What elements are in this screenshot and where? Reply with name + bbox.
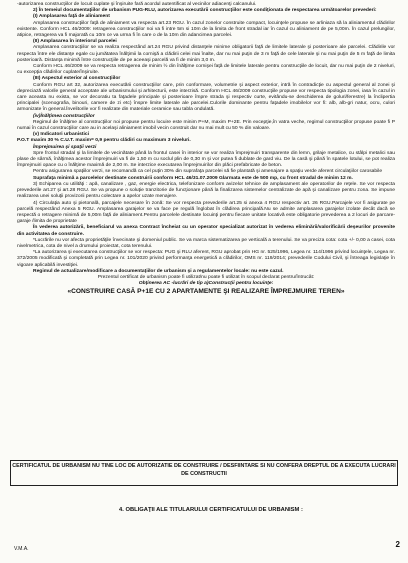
- paragraph: Obţinerea AC -lucrări de tip a)Construcţii pentru locuinţe:: [138, 281, 274, 287]
- paragraph: -autorizarea construcţiilor de locuit cuplate şi înşiruite fară acordul autentificat al vecinilor adiacenţi calcanului.: [17, 2, 257, 7]
- paragraph: 2) În temeiul documentaţiilor de urbanism PUG-RLU, autorizarea executării construcţiilor este condiţionata de respectarea următoarelor prevederi:: [33, 8, 377, 14]
- paragraph: Amplasarea construcţiilor faţă de aliniament va respecta art.23 RGU. În cazul zonelor construite compact, locuinţele propuse se arliniaza să la aliniamentul clădirilor existente. Conform HCL 46/2009: retragerea construcţiilor noi va fi intre 5m si 10m de la limita de front stradal iar în cazul cu aliniament de pe 5,00m. În cazul prelungilor, atipice, retragerea va fi majorată cu 10m ce va urma fi în care o de la 10m din adancimea parcelei.: [17, 20, 395, 39]
- paragraph: (v) Indicatori urbanistici: [33, 132, 89, 138]
- paragraph: Conform HCL 46/2009 se va respecta retragerea de minim ½ din înălţime cornişei faţă de limitele laterale pentru construcţiile de locuit, dar nu mai puţin de 2 niveluri, cu excepţia clădirilor cuplate/înşiruite.: [17, 64, 395, 76]
- document-body: [17, 2, 395, 303]
- notice-box: [10, 460, 398, 486]
- paragraph: Prezentul certificat de urbanism poate fi utilizat/nu poate fi utilizat în scopul declarat pentru/întrucât:: [97, 274, 315, 280]
- paragraph: «CONSTRUIRE CASĂ P+1E CU 2 APARTAMENTE ŞI REALIZARE ÎMPREJMUIRE TEREN»: [67, 288, 345, 296]
- notice-text: CERTIFICATUL DE URBANISM NU TINE LOC DE AUTORIZATIE DE CONSTRUIRE / DESFIINTARE SI NU CONFERA DREPTUL DE A EXECUTA LUCRARI DE CONSTRUCTII: [12, 463, 396, 477]
- section-heading: 4. OBLIGAŢII ALE TITULARULUI CERTIFICATULUI DE URBANISM :: [119, 507, 303, 513]
- paragraph: În vederea autorizării, beneficiarul va anexa Contract încheiat cu un operator specializat autorizat în vederea eliminării/valorificării deşeurilor provenite din activitatea de construire.: [17, 225, 395, 237]
- paragraph: 3) Echiparea cu utilităţi : apă, canalizare , gaz, energie electrica, telefonizare conform avizelor tehnice de amplasament ale operatorilor de reţele. Se vor respecta prevederile art.27 şi art.28 RGU. Se va propune o soluţie tranzitorie de funcţionare până la finalizarea sistemelor centralizate de apă şi canalizare pentru zona. Se impune realizarea unei soluţii provizorii pentru colectare a apelor uzate menajere.: [17, 181, 395, 200]
- paragraph: Suprafaţa minimă a parcelelor destinate construirii conform HCL 46/31.07.2009 Glarmata este de 500 mp, cu front stradal de minim 12 m.: [33, 175, 353, 181]
- paragraph: Conform RGU art 32, autorizarea executării construcţiilor care, prin conformare, volumetrie şi aspect exterior, intră în contradicţie cu aspectul general al zonei şi depreciază valorile general acceptate ale urbanismului şi arhitecturii, este interzisă. Conform HCL 46/2009 construcţiile propuse vor respecta tipologia zonei, iasa în cazul in care aceasta nu exista, se vor decoratiu ta faţadele principale şi posterioare împre strada şi respectiv curte, evitându-se deschiderea de goluri/ferestre) la înclipertia principalei (scenografia, binouri, camere de zi etc) înspre limite laterale ale parcelei.Culorile dominante pentru faţadele imobilelor vor fi: alb, alb-gri natur, ocru, culori armonizate în general.Învelitorile vor fi realizate din materiale ceramice sau tabla ondulată.: [17, 82, 395, 113]
- paragraph: Regimul de înălţime al construcţiilor noi propuse pentru locuire este minim P+M, maxim P+2E. Prin excepţie,în vatra veche, regimul construcţiilor propuse poate fi P numai în cazul construcţiilor care au in acelaşi aliniament imobil vecin construit dar nu mai mult cu 50 % din valoare.: [17, 119, 395, 132]
- paragraph: *La autorizarea şi executarea construcţiilor se vor respecta: PUG şi RLU aferent, RGU aprobat prin HG nr. 525/1996, Legea nr. 114/1996 privind locuinţele, Legea nr. 372/2005 modificată şi completată prin Legea nr. 101/2020 privind performanţa energetică a clădirilor, OMS nr. 119/2014; prevederile Codului Civil, şi întreaga legislaţie în vigoare aplicabilă investiţiei.: [17, 250, 395, 268]
- paragraph: (iv)Înălţimea construcţiilor: [33, 113, 95, 119]
- paragraph: Amplasarea construcţiilor se va realiza respectând art.24 RGU privind distanţele minime obligatorii faţă de limitele laterale şi posterioare ale parcelei. Clădirile vor respecta între ele distanţe egale cu jumătatea înălţimii la cornişă a clădirii celei mai înalte, dar nu mai puţin de 3 m faţă de cele laterale şi nu mai puţin de 5 m faţă de limita posterioară. Distanţa minimă între construcţiile de pe aceeaşi parcelă va fi de minim 3,0 m.: [17, 45, 395, 63]
- paragraph: Pentru asigurarea spaţiilor verzi, se recomandă ca cel puţin 30% din suprafaţa parcelei să fie plantată şi amenajare a spaţiu verde aferent circulaţiilor carosabile: [33, 169, 383, 175]
- paragraph: (III) Aspectul exterior al construcţiilor: [33, 76, 121, 82]
- paragraph: 4) Circulaţia auto şi pietonală, parcajele necesare în zonă: Se vor respecta prevederile art.25 si anexa 4 RGU respectiv art. 26 RGU.Parcajele vor fi asigurate pe parcelă respectând Anexa 5 RGU. Amplasarea garajelor se va face pe regulă înglobat în clădirea principală.Nu se admite amplasarea garajelor izolate decât dacă se respectă o retragere minimă de 5,00m faţă de aliniament.Pentru parcelele destinate locuinţi pentru fiecare unitate locativă este obligatorie prevederea a 2 locuri de parcare-garaje /limita de proprietate: [17, 200, 395, 225]
- paragraph: Spre frontul stradal şi la limitele de vecinătate până la frontul casei în interior se vor realiza împrejmuiri transparente din lemn, grilaje metalice, cu stâlpi metalici sau plase de sârmă, înălţimea acestor împrejmuiri va fi de 1,50 m cu soclul plin de 0,30 m şi vor putea fi dublate de gard viu. De la casă şi până în spatele lotului, se pot realiza împrejmuiri opace cu o înălţime maximă de 2,00 m. Se interzice executarea împrejmuirilor din plăci prefabricate de beton.: [17, 150, 395, 169]
- paragraph: (II) Amplasarea în interiorul parcelei: [33, 39, 117, 45]
- paragraph: (I) Amplasarea faţă de aliniament: [33, 14, 110, 20]
- paragraph: *Lucrările nu vor afecta proprietăţile învecinate şi domeniul public. Se va marca sistematizarea pe verticală a terenului. Se va preciza cota: cota +/- 0,00 a casei, cota nivelmetrica, cota de nivel a drumului proiectat, cota terenului.: [17, 237, 395, 249]
- paragraph: Regimul de actualizare/modificare a documentaţiilor de urbanism şi a regulamentelor locale: nu este cazul.: [33, 268, 284, 274]
- paragraph: Împrejmuirea şi spaţii verzi: [33, 144, 97, 150]
- initials: V.M.A.: [14, 546, 29, 552]
- page-number: 2: [395, 540, 400, 549]
- paragraph: P.O.T maxim 30 % C.U.T. maxim= 0,9 pentru clădiri cu maximum 3 niveluri.: [17, 138, 191, 144]
